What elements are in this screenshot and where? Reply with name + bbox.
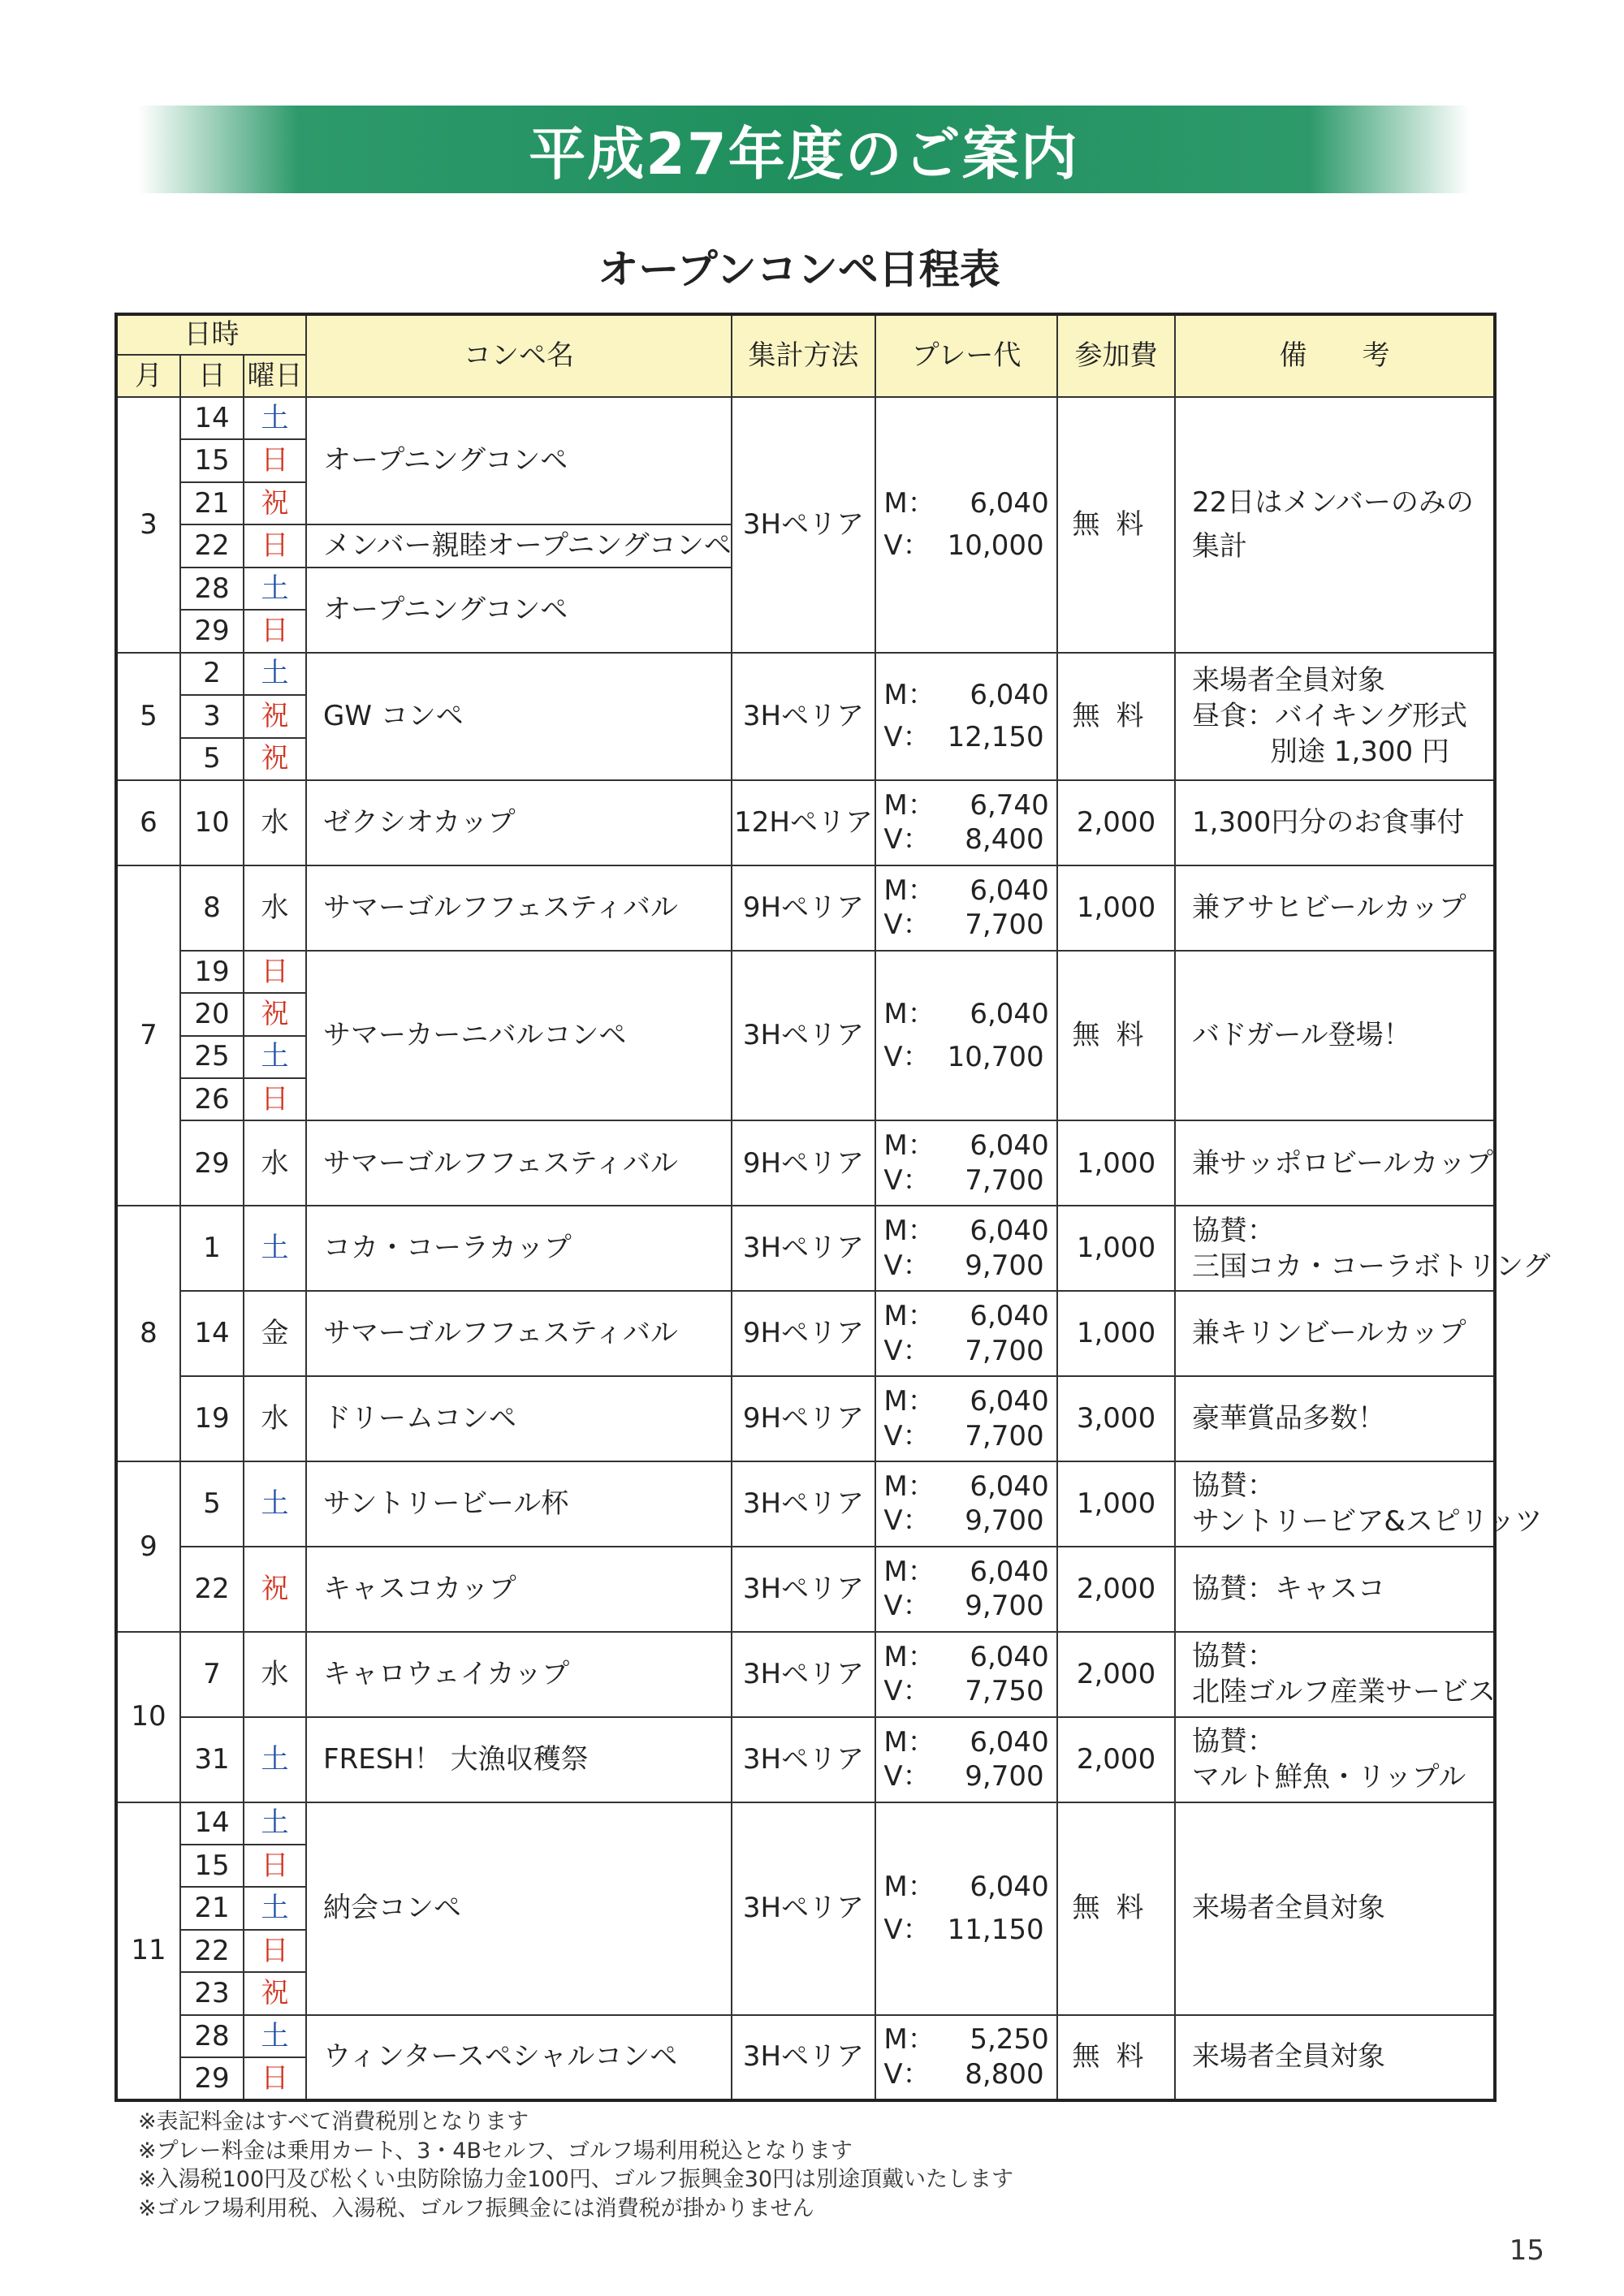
day-cell: 19 [180, 951, 244, 993]
month-cell: 11 [116, 1802, 180, 2100]
footnote: ※表記料金はすべて消費税別となります [138, 2109, 529, 2134]
price-m-label: M： [883, 1871, 935, 1903]
notes-cell [1175, 1461, 1543, 1547]
play-fee-cell [875, 780, 1057, 865]
dow-cell: 水 [244, 780, 306, 865]
dow-cell: 土 [244, 2015, 306, 2057]
entry-fee-cell: 無料 [1057, 2015, 1175, 2100]
play-fee-cell [875, 1120, 1057, 1206]
price-m-value: 6,040 [970, 1640, 1049, 1673]
play-fee-cell [875, 1717, 1057, 1802]
month-cell: 7 [116, 865, 180, 1206]
dow-cell: 祝 [244, 738, 306, 780]
note-line: マルト鮮魚・リップル [1192, 1761, 1466, 1794]
price-m-value: 6,040 [970, 1555, 1049, 1588]
dow-cell: 土 [244, 653, 306, 695]
day-cell: 1 [180, 1206, 244, 1291]
method-cell: 3Hペリア [732, 397, 875, 653]
table-row [116, 397, 1495, 439]
dow-cell: 土 [244, 1802, 306, 1845]
play-fee-cell [875, 653, 1057, 780]
price-m-label: M： [883, 1300, 935, 1333]
price-m-label: M： [883, 2023, 935, 2056]
price-v-value: 8,400 [965, 823, 1044, 857]
day-cell: 21 [180, 1887, 244, 1929]
play-fee-cell [875, 1802, 1057, 2015]
note-line: 北陸ゴルフ産業サービス [1192, 1676, 1497, 1709]
dow-cell: 金 [244, 1291, 306, 1376]
day-cell: 29 [180, 610, 244, 652]
month-cell: 10 [116, 1632, 180, 1802]
month-cell: 9 [116, 1461, 180, 1632]
price-m-label: M： [883, 1725, 935, 1759]
price-m-value: 6,040 [970, 1725, 1049, 1759]
entry-fee-cell: 1,000 [1057, 1291, 1175, 1376]
notes-cell: 協賛：キャスコ [1175, 1547, 1495, 1632]
price-v-label: V： [883, 1334, 931, 1367]
header-notes: 備 考 [1175, 314, 1495, 397]
dow-cell: 日 [244, 439, 306, 481]
header-entry-fee: 参加費 [1057, 314, 1175, 397]
price-m-label: M： [883, 678, 935, 711]
table-row [116, 1291, 1495, 1376]
day-cell: 5 [180, 738, 244, 780]
method-cell: 3Hペリア [732, 1802, 875, 2015]
entry-fee-cell: 1,000 [1057, 1461, 1175, 1547]
month-cell: 8 [116, 1206, 180, 1461]
entry-fee-cell: 2,000 [1057, 1632, 1175, 1717]
method-cell: 9Hペリア [732, 1376, 875, 1461]
price-m-value: 6,040 [970, 997, 1049, 1030]
competition-name: キャスコカップ [306, 1547, 732, 1632]
price-v-label: V： [883, 1760, 931, 1793]
notes-cell: 来場者全員対象 [1175, 2015, 1495, 2100]
table-row [116, 1206, 1495, 1291]
day-cell: 22 [180, 524, 244, 567]
price-v-value: 11,150 [947, 1913, 1044, 1946]
notes-cell: 兼キリンビールカップ [1175, 1291, 1495, 1376]
method-cell: 3Hペリア [732, 1717, 875, 1802]
notes-cell: 兼アサヒビールカップ [1175, 865, 1495, 951]
table-row [116, 2015, 1495, 2057]
month-cell: 5 [116, 653, 180, 780]
price-m-value: 6,740 [970, 788, 1049, 822]
competition-name: ウィンタースペシャルコンペ [306, 2015, 732, 2100]
price-v-value: 12,150 [947, 721, 1044, 754]
dow-cell: 日 [244, 1930, 306, 1972]
price-m-value: 6,040 [970, 486, 1049, 520]
notes-cell: 兼サッポロビールカップ [1175, 1120, 1495, 1206]
competition-name: ドリームコンペ [306, 1376, 732, 1461]
notes-cell: 豪華賞品多数！ [1175, 1376, 1495, 1461]
method-cell: 3Hペリア [732, 1461, 875, 1547]
dow-cell: 土 [244, 568, 306, 610]
table-row [116, 951, 1495, 993]
table-row [116, 653, 1495, 695]
table-row [116, 1802, 1495, 1845]
price-m-value: 6,040 [970, 1129, 1049, 1163]
day-cell: 26 [180, 1078, 244, 1120]
footnote: ※入湯税100円及び松くい虫防除協力金100円、ゴルフ振興金30円は別途頂戴いたします [138, 2167, 1014, 2193]
header-month: 月 [116, 355, 180, 397]
dow-cell: 日 [244, 951, 306, 993]
price-v-label: V： [883, 529, 931, 563]
table-row [116, 1547, 1495, 1632]
entry-fee-cell: 2,000 [1057, 780, 1175, 865]
dow-cell: 土 [244, 1887, 306, 1929]
table-row [116, 1632, 1495, 1717]
schedule-subtitle: オープンコンペ日程表 [598, 246, 1000, 293]
dow-cell: 祝 [244, 695, 306, 737]
note-line: サントリービア&スピリッツ [1192, 1505, 1543, 1539]
play-fee-cell [875, 1291, 1057, 1376]
price-m-value: 6,040 [970, 1470, 1049, 1503]
day-cell: 29 [180, 2057, 244, 2100]
dow-cell: 祝 [244, 1547, 306, 1632]
title-banner [138, 106, 1470, 193]
price-v-label: V： [883, 1504, 931, 1538]
play-fee-cell [875, 1376, 1057, 1461]
price-m-label: M： [883, 788, 935, 822]
notes-cell: バドガール登場！ [1175, 951, 1495, 1121]
price-m-value: 6,040 [970, 1385, 1049, 1418]
entry-fee-cell: 無料 [1057, 951, 1175, 1121]
entry-fee-cell: 無料 [1057, 397, 1175, 653]
dow-cell: 日 [244, 524, 306, 567]
price-v-value: 10,700 [947, 1040, 1044, 1073]
competition-name: GW コンペ [306, 653, 732, 780]
dow-cell: 日 [244, 1845, 306, 1887]
price-v-label: V： [883, 1040, 931, 1073]
notes-cell: 1,300円分のお食事付 [1175, 780, 1495, 865]
method-cell: 3Hペリア [732, 1206, 875, 1291]
entry-fee-cell: 3,000 [1057, 1376, 1175, 1461]
price-m-label: M： [883, 1215, 935, 1248]
note-line: 来場者全員対象 [1192, 664, 1386, 697]
price-v-label: V： [883, 1590, 931, 1623]
day-cell: 14 [180, 397, 244, 439]
day-cell: 20 [180, 993, 244, 1035]
entry-fee-cell: 無料 [1057, 1802, 1175, 2015]
day-cell: 25 [180, 1036, 244, 1078]
price-m-value: 6,040 [970, 1215, 1049, 1248]
competition-name: サマーゴルフフェスティバル [306, 1291, 732, 1376]
notes-cell [1175, 1717, 1495, 1802]
price-v-label: V： [883, 1163, 931, 1197]
competition-name: ゼクシオカップ [306, 780, 732, 865]
dow-cell: 水 [244, 1632, 306, 1717]
day-cell: 15 [180, 1845, 244, 1887]
note-line: 協賛： [1192, 1724, 1276, 1758]
competition-name: メンバー親睦オープニングコンペ [306, 524, 732, 567]
table-row [116, 1461, 1495, 1547]
competition-name: オープニングコンペ [306, 397, 732, 524]
note-line: 協賛： [1192, 1470, 1276, 1503]
day-cell: 23 [180, 1972, 244, 2014]
price-v-label: V： [883, 1249, 931, 1282]
price-v-label: V： [883, 823, 931, 857]
entry-fee-cell: 1,000 [1057, 865, 1175, 951]
header-day: 日 [180, 355, 244, 397]
dow-cell: 土 [244, 1036, 306, 1078]
dow-cell: 土 [244, 1461, 306, 1547]
price-v-label: V： [883, 1913, 931, 1946]
method-cell: 3Hペリア [732, 1632, 875, 1717]
dow-cell: 土 [244, 397, 306, 439]
notes-cell [1175, 653, 1495, 780]
price-v-value: 7,700 [965, 1163, 1044, 1197]
dow-cell: 日 [244, 2057, 306, 2100]
competition-name: サマーゴルフフェスティバル [306, 1120, 732, 1206]
play-fee-cell [875, 397, 1057, 653]
dow-cell: 日 [244, 1078, 306, 1120]
dow-cell: 祝 [244, 1972, 306, 2014]
competition-name: FRESH！ 大漁収穫祭 [306, 1717, 732, 1802]
price-v-value: 7,700 [965, 1334, 1044, 1367]
header-name: コンペ名 [306, 314, 732, 397]
day-cell: 22 [180, 1547, 244, 1632]
dow-cell: 祝 [244, 482, 306, 524]
price-m-label: M： [883, 997, 935, 1030]
method-cell: 9Hペリア [732, 1120, 875, 1206]
play-fee-cell [875, 1632, 1057, 1717]
day-cell: 29 [180, 1120, 244, 1206]
price-v-value: 7,700 [965, 908, 1044, 942]
method-cell: 12Hペリア [732, 780, 875, 865]
note-line: 別途 1,300 円 [1270, 736, 1449, 769]
price-m-value: 5,250 [970, 2023, 1049, 2056]
day-cell: 5 [180, 1461, 244, 1547]
dow-cell: 水 [244, 865, 306, 951]
price-v-value: 8,800 [965, 2057, 1044, 2091]
play-fee-cell [875, 951, 1057, 1121]
day-cell: 14 [180, 1291, 244, 1376]
footnote: ※プレー料金は乗用カート、3・4Bセルフ、ゴルフ場利用税込となります [138, 2138, 853, 2164]
day-cell: 3 [180, 695, 244, 737]
page-number: 15 [1509, 2234, 1544, 2267]
competition-name: オープニングコンペ [306, 568, 732, 653]
dow-cell: 水 [244, 1376, 306, 1461]
day-cell: 21 [180, 482, 244, 524]
table-row [116, 1717, 1495, 1802]
price-m-label: M： [883, 1555, 935, 1588]
play-fee-cell [875, 1461, 1057, 1547]
entry-fee-cell: 2,000 [1057, 1717, 1175, 1802]
footnotes [138, 2108, 1013, 2224]
price-m-label: M： [883, 1640, 935, 1673]
price-v-value: 7,700 [965, 1419, 1044, 1452]
notes-cell [1175, 1632, 1495, 1717]
method-cell: 3Hペリア [732, 653, 875, 780]
play-fee-cell [875, 1206, 1057, 1291]
note-line: 昼食：バイキング形式 [1192, 700, 1468, 733]
dow-cell: 祝 [244, 993, 306, 1035]
day-cell: 8 [180, 865, 244, 951]
day-cell: 19 [180, 1376, 244, 1461]
header-method: 集計方法 [732, 314, 875, 397]
method-cell: 3Hペリア [732, 2015, 875, 2100]
price-m-value: 6,040 [970, 874, 1049, 907]
price-v-label: V： [883, 908, 931, 942]
price-v-value: 9,700 [965, 1249, 1044, 1282]
note-line: 22日はメンバーのみの [1192, 486, 1474, 519]
day-cell: 15 [180, 439, 244, 481]
notes-cell [1175, 1206, 1551, 1291]
competition-name: サマーゴルフフェスティバル [306, 865, 732, 951]
dow-cell: 土 [244, 1717, 306, 1802]
price-m-label: M： [883, 1470, 935, 1503]
footnote: ※ゴルフ場利用税、入湯税、ゴルフ振興金には消費税が掛かりません [138, 2195, 814, 2221]
notes-cell [1175, 397, 1495, 653]
play-fee-cell [875, 2015, 1057, 2100]
table-row [116, 1376, 1495, 1461]
price-v-value: 9,700 [965, 1590, 1044, 1623]
month-cell: 3 [116, 397, 180, 653]
competition-name: サントリービール杯 [306, 1461, 732, 1547]
price-v-value: 9,700 [965, 1504, 1044, 1538]
price-v-label: V： [883, 2057, 931, 2091]
note-line: 集計 [1192, 530, 1248, 563]
price-m-value: 6,040 [970, 678, 1049, 711]
day-cell: 14 [180, 1802, 244, 1845]
dow-cell: 土 [244, 1206, 306, 1291]
price-v-label: V： [883, 1675, 931, 1708]
method-cell: 3Hペリア [732, 1547, 875, 1632]
method-cell: 9Hペリア [732, 1291, 875, 1376]
day-cell: 28 [180, 568, 244, 610]
dow-cell: 水 [244, 1120, 306, 1206]
method-cell: 9Hペリア [732, 865, 875, 951]
day-cell: 10 [180, 780, 244, 865]
day-cell: 31 [180, 1717, 244, 1802]
note-line: 協賛： [1192, 1640, 1276, 1673]
notes-cell: 来場者全員対象 [1175, 1802, 1495, 2015]
day-cell: 7 [180, 1632, 244, 1717]
page-title: 平成27年度のご案内 [529, 120, 1079, 188]
price-m-label: M： [883, 1385, 935, 1418]
table-row [116, 865, 1495, 951]
price-m-label: M： [883, 486, 935, 520]
day-cell: 28 [180, 2015, 244, 2057]
competition-name: キャロウェイカップ [306, 1632, 732, 1717]
day-cell: 22 [180, 1930, 244, 1972]
play-fee-cell [875, 1547, 1057, 1632]
price-v-value: 9,700 [965, 1760, 1044, 1793]
note-line: 三国コカ・コーラボトリング [1192, 1249, 1551, 1283]
price-m-value: 6,040 [970, 1871, 1049, 1903]
header-play-fee: プレー代 [875, 314, 1057, 397]
price-m-value: 6,040 [970, 1300, 1049, 1333]
price-m-label: M： [883, 874, 935, 907]
entry-fee-cell: 1,000 [1057, 1206, 1175, 1291]
entry-fee-cell: 2,000 [1057, 1547, 1175, 1632]
price-v-value: 10,000 [947, 529, 1044, 563]
competition-name: 納会コンペ [306, 1802, 732, 2015]
method-cell: 3Hペリア [732, 951, 875, 1121]
entry-fee-cell: 無料 [1057, 653, 1175, 780]
competition-name: サマーカーニバルコンペ [306, 951, 732, 1121]
competition-name: コカ・コーラカップ [306, 1206, 732, 1291]
competition-schedule-table [114, 313, 1551, 2102]
price-v-label: V： [883, 1419, 931, 1452]
month-cell: 6 [116, 780, 180, 865]
header-datetime: 日時 [116, 314, 306, 355]
play-fee-cell [875, 865, 1057, 951]
table-row [116, 780, 1495, 865]
table-row [116, 1120, 1495, 1206]
header-dow: 曜日 [244, 355, 306, 397]
entry-fee-cell: 1,000 [1057, 1120, 1175, 1206]
price-v-label: V： [883, 721, 931, 754]
dow-cell: 日 [244, 610, 306, 652]
day-cell: 2 [180, 653, 244, 695]
price-v-value: 7,750 [965, 1675, 1044, 1708]
note-line: 協賛： [1192, 1214, 1276, 1247]
price-m-label: M： [883, 1129, 935, 1163]
